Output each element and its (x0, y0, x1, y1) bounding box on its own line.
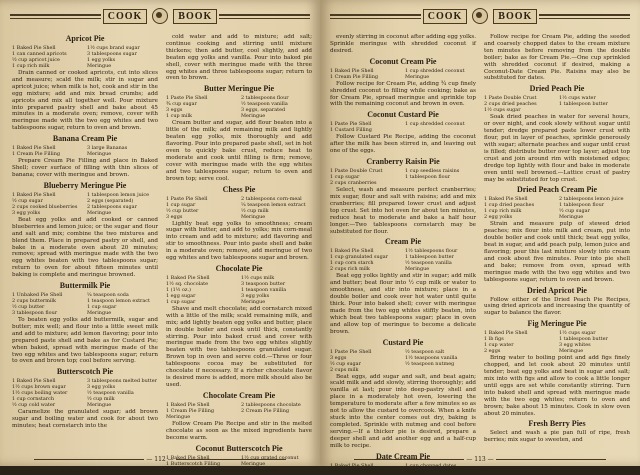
ingredient: 1 Paste Pie Shell (166, 195, 208, 202)
recipe-title: Coconut Butterscotch Pie (195, 443, 283, 453)
ingredient: ½ cup butter (166, 207, 199, 214)
ingredient: 1 egg yolks (87, 57, 116, 63)
ingredient: Meringue (166, 413, 191, 420)
ingredient: ½ cup sugar (559, 208, 590, 215)
ingredient: Meringue (87, 402, 112, 409)
ingredient: ½ cup milk (87, 396, 115, 403)
ingredient: 3 tablespoons sugar (87, 51, 137, 57)
recipe-instructions: Drain canned or cooked apricots, cut into slices and measure; scald the milk; stir in sugar and apricot juice; when milk is hot, cook and stir in the egg mixture; add and mix bread crumbs; add apricots and mix all together well. Pour mixture into prepared pastry shell and bake about 45 minutes in a moderate oven; remove, cover with meringue made with the two egg whites and two tablespoons sugar, return to oven and brown. (12, 70, 158, 132)
ingredient: 1½ cups brown sugar (12, 384, 66, 391)
header-ornament-icon (472, 8, 488, 24)
ingredient-list (12, 145, 158, 157)
ingredient: 1 Baked Pie Shell (330, 462, 374, 469)
recipe-title: Chocolate Pie (215, 263, 263, 273)
ingredient: 1 cup sugar (87, 304, 117, 311)
ingredient: ½ cup apricot juice (12, 57, 60, 63)
recipe-title: Dried Peach Cream Pie (516, 185, 598, 195)
ingredient: Meringue (405, 73, 430, 80)
ingredient-list (12, 378, 158, 408)
recipe-instructions: Lightly beat egg yolks to smoothness; cream sugar with butter, and add to yolks; mix corn-meal into cream and add to mixture; add flavoring and stir to smoothness. Pour into paste shell and bake in a moderate oven; remove, add meringue of two egg whites and two tablespoons sugar and brown. (166, 220, 312, 262)
recipe-instructions: Caramelize the granulated sugar; add brown sugar and boiling water and cook for about two minutes; heat cornstarch into the (12, 409, 158, 430)
recipe-title: Butter Meringue Pie (203, 84, 275, 94)
recipe-instructions: Follow recipe for Cream Pie, adding ¾ cup finely shredded coconut to filling while cooking; bake as for Cream Pie, spread meringue and sprinkle top with the remaining coconut and brown in oven. (330, 80, 476, 108)
ingredient: 1 Baked Pie Shell (484, 330, 528, 337)
ingredient: ½ cup cold water (12, 402, 56, 409)
ingredient: Meringue (87, 310, 112, 317)
ingredient: 2 eggs (separated) (87, 197, 134, 204)
ingredient: ½ teaspoon nutmeg (405, 360, 455, 367)
recipe-instructions: cold water and add to mixture; add salt; continue cooking and stirring until mixture thickens; then add butter, cool slightly, and add beaten egg yolks and vanilla. Pour into baked pie shell, cover with meringue made with the three egg whites and three tablespoons sugar; return to oven to brown. (166, 34, 312, 82)
ingredient: Meringue (241, 298, 266, 305)
right-column-2 (484, 34, 630, 448)
ingredient: 2 cups rich milk (330, 266, 370, 273)
ingredient: 3 tablespoon flour (12, 310, 58, 317)
ingredient: 1 (1½ oz.) (166, 286, 191, 293)
ingredient: 1 cup chopped dates (405, 462, 457, 469)
ingredient: 1 tablespoon lemon juice (87, 191, 149, 198)
ingredient: 1 cup shredded coconut (405, 121, 465, 128)
ingredient: 1 cup seedless raisins (405, 168, 460, 175)
ingredient: 1 tablespoon flour (559, 202, 605, 209)
ingredient (405, 127, 476, 133)
left-page-number: — 112 — (0, 456, 320, 463)
ingredient: 2 egg yolks (484, 214, 513, 221)
ingredient-list (484, 330, 630, 354)
ingredient: 1 Baked Pie Shell (166, 274, 210, 281)
ingredient: Meringue (559, 214, 584, 221)
ingredient: 1 cup rich milk (484, 208, 522, 215)
ingredient: ¼ teaspoon lemon extract (241, 201, 306, 208)
ingredient: 3 egg whites (559, 342, 591, 349)
recipe-instructions: Follow Cream Pie Recipe and stir in the melted chocolate as soon as the mixed ingredients have become warm. (166, 420, 312, 441)
header-word-book: BOOK (493, 9, 537, 24)
ingredient-list (330, 68, 476, 80)
ingredient: Meringue (87, 209, 112, 216)
recipe-title: Blueberry Meringue Pie (43, 180, 127, 190)
ingredient: 1 can canned apricots (12, 51, 67, 57)
ingredient: 1 Cream Pie Filling (12, 151, 60, 158)
ingredient (559, 107, 630, 113)
ingredient: 2 cups milk (330, 366, 359, 373)
ingredient: 1 Paste Double Crust (484, 95, 537, 102)
ingredient: 1 Cream Pie Filling (330, 468, 378, 475)
ingredient: 1 cup rich milk (12, 63, 50, 69)
recipe-title: Chess Pie (222, 184, 256, 194)
ingredient: 1 cup corn starch (330, 260, 374, 267)
ingredient: ½ teaspoon vanilla (241, 101, 288, 108)
ingredient-list (484, 95, 630, 113)
ingredient-list (12, 45, 158, 69)
ingredient: 3 egg yolks (87, 384, 116, 391)
recipe-title: Butterscotch Pie (56, 367, 114, 377)
recipe-title: Banana Cream Pie (52, 134, 118, 144)
right-column-1 (330, 34, 476, 475)
ingredient (241, 414, 312, 420)
ingredient-list (484, 196, 630, 220)
recipe-instructions: Prepare as for Butterscotch Pie, then (172, 467, 278, 474)
ingredient: 1 cup cornstarch (12, 396, 55, 403)
ingredient: 1½ cup grated coconut (241, 454, 299, 461)
ingredient: 3 eggs, separated (241, 107, 286, 114)
ingredient: 1 Baked Pie Shell (12, 145, 56, 152)
ingredient: ½ cup sugar (12, 197, 43, 204)
recipe-title: Cream Pie (384, 237, 422, 247)
ingredient: 1 Custard Filling (330, 127, 372, 134)
ingredient: Meringue (87, 151, 112, 158)
recipe-title: Apricot Pie (65, 34, 105, 43)
ingredient (405, 180, 476, 186)
recipe-instructions: evenly stirring in coconut after adding egg yolks. Sprinkle meringue with shredded coconut if desired. (330, 34, 476, 54)
recipe-title: Fig Meringue Pie (527, 319, 587, 329)
ingredient: 1 cup sugar (166, 201, 196, 208)
right-page (320, 0, 640, 475)
right-page-header (330, 6, 630, 26)
ingredient: 1½ cups water (559, 95, 596, 102)
ingredient: 3 large Bananas (87, 145, 128, 152)
ingredient: 2 tablespoons corn-meal (241, 195, 302, 202)
recipe-instructions: Shave and melt chocolate; add cornstarch mixed with a little of the milk; scald remaining milk, and mix; add lightly beaten egg yolks and butter, place in double boiler and cook until thick, constantly stirring. Pour into baked crust and cover with meringue made from the two egg whites slightly beaten with two tablespoons granulated sugar. Brown top in oven and serve cold.—Three or four tablespoons cocoa may be substituted for chocolate if necessary. If a richer chocolate flavor is desired more is added, more milk should also be used. (166, 305, 312, 388)
recipe-title: Date Cream Pie (375, 451, 431, 461)
recipe-instructions: Prepare Cream Pie Filling and place in Baked Shell; cover surface of filling with thin slices of banana; cover with meringue and brown. (12, 158, 158, 178)
recipe-instructions: Follow either of the Dried Peach Pie Recipes, using dried apricots and increasing the quantity of sugar to balance the flavor. (484, 296, 630, 317)
recipe-title: Chocolate Cream Pie (202, 390, 276, 400)
ingredient-list (12, 292, 158, 316)
ingredient: 1 cup dried peaches (484, 202, 535, 209)
recipe-instructions: Soak dried peaches in water for several hours, or over night, and cook slowly without sugar until tender; dredge prepared paste lower crust with flour, put in layer of peaches, sprinkle generously with sugar; alternate peaches and sugar until crust is filled; distribute butter over top layer; adjust top crust and join around rim with moistened edges; dredge top lightly with flour and bake in moderate oven until well browned.—Lattice crust of pastry may be substituted for top crust. (484, 114, 630, 183)
ingredient: 2 cups buttermilk (12, 298, 56, 305)
recipe-instructions: Beat egg yolks and add cooked or canned blueberries and lemon juice; or the sugar and flour and salt and mix; combine the two mixtures and blend them. Place in prepared pastry or shell, and bake in a moderate oven about 20 minutes; remove; spread with meringue made with the two egg whites beaten with two tablespoons sugar; return to oven for about fifteen minutes until baking is complete and meringue browned. (12, 216, 158, 279)
ingredient-list (330, 463, 476, 475)
ingredient: ½ cup sugar (330, 360, 361, 367)
ingredient: 1 tablespoon butter (559, 336, 608, 343)
ingredient: 1 tablespoon butter (559, 101, 608, 108)
ingredient: 1 Baked Pie Shell (12, 378, 56, 385)
ingredient-list (166, 95, 312, 119)
ingredient: 3 teaspoon butter (241, 280, 286, 287)
ingredient (405, 367, 476, 373)
ingredient: 1 Butterscotch Filling (166, 460, 221, 467)
ingredient: 1 Paste Pie Shell (330, 121, 372, 128)
ingredient: 1 Baked Pie Shell (12, 191, 56, 198)
ingredient: 1 cup sugar (330, 174, 360, 181)
ingredient: ½ cup butter (12, 304, 45, 311)
ingredient: 2 tablespoons lemon juice (559, 196, 624, 203)
ingredient: 1 tablespoon flour (405, 174, 451, 181)
recipe-instructions: Bring water to boiling point and add figs finely chopped, and let cook about 20 minutes until tender; beat egg yolks and beat in sugar and salt; mix into with figs and allow to cook a little longer until eggs are set while constantly stirring. Turn into baked shell and spread with meringue made with the two egg whites; return to oven and brown; bake about 15 minutes. Cook in slow oven about 20 minutes. (484, 355, 630, 417)
ingredient: 1 Paste Double Crust (330, 168, 383, 175)
ingredient: 1½ cups milk (241, 274, 275, 281)
ingredient: ½ teaspoon vanilla (87, 390, 134, 397)
ingredient-list (166, 402, 312, 420)
ingredient: 3 tablespoons melted butter (87, 378, 157, 385)
ingredient: 1 cup shredded coconut (405, 67, 465, 74)
ingredient: 1½ cups boiling water (12, 390, 68, 397)
ingredient: 3 egg yolks (241, 292, 270, 299)
ingredient: 3 egg yolks (12, 209, 41, 216)
recipe-instructions: Select and wash a pie pan full of ripe, fresh berries; mix sugar to sweeten, and (484, 430, 630, 444)
recipe-instructions: Beat eggs, add sugar and salt, and beat again; scald milk and add slowly, stirring thoroughly; add vanilla at last; pour into deep-pastry shell and place in a moderately hot oven, lowering the temperature to moderate after a few minutes so as not to allow the custard to overcook. When a knife stuck into the center comes out dry, baking is completed. Sprinkle with nutmeg and cool before serving.—If a thicker pie is desired, prepare a deeper shell and add another egg and a half-cup milk to recipe. (330, 373, 476, 449)
ingredient: 1 Baked Pie Shell (484, 196, 528, 203)
ingredient: 1 Baked Pie Shell (330, 248, 374, 255)
recipe-instructions: Follow Custard Pie Recipe, adding the coconut after the milk has been stirred in, and leaving out one of the eggs. (330, 134, 476, 155)
ingredient: 3 eggs (330, 354, 347, 361)
recipe-instructions: Follow recipe for Cream Pie, adding the seeded and coarsely chopped dates to the cream mixture ten minutes before removing from the double boiler; bake as for Cream Pie.—One cup sprinkled with shredded coconut if desired, making a Coconut-Date Cream Pie. Raisins may also be substituted for dates. (484, 34, 630, 82)
header-ornament-icon (152, 8, 168, 24)
ingredient: 1 teaspoon lemon extract (87, 298, 150, 305)
recipe-title: Coconut Custard Pie (367, 110, 439, 120)
ingredient: 1 lb figs (484, 336, 504, 343)
recipe-title: Dried Peach Pie (529, 84, 585, 94)
left-page (0, 0, 320, 474)
ingredient: Meringue (87, 63, 112, 69)
recipe-instructions: Select, wash and measure perfect cranberries; mix sugar, flour and salt with raisins; add and mix cranberries; fill prepared lower crust and adjust top crust. Set into hot oven for about ten minutes, reduce heat to moderate and bake a half hour longer.—Two tablespoons cornstarch may be substituted for flour. (330, 187, 476, 235)
ingredient: 1 tablespoon butter (405, 254, 454, 261)
ingredient: 1½ cups sugar (559, 330, 596, 337)
ingredient: 1 cup granulated sugar (330, 254, 388, 261)
ingredient: 1 cup sugar (166, 298, 196, 305)
ingredient: ¾ cup sugar (166, 101, 197, 108)
header-word-cook: COOK (103, 9, 148, 24)
recipe-title: Buttermilk Pie (59, 281, 111, 291)
ingredient: ½ cup milk (241, 207, 269, 214)
ingredient: Meringue (559, 348, 584, 355)
ingredient: 1 egg sugar (166, 292, 196, 299)
ingredient-list (166, 196, 312, 220)
ingredient: Meringue (241, 460, 266, 467)
ingredient: 1 Paste Pie Shell (330, 348, 372, 355)
ingredient: 2 cups cranberries (330, 180, 377, 187)
ingredient: 2 tablespoons chocolate (241, 401, 301, 408)
ingredient: Meringue (405, 468, 430, 475)
recipe-title: Cranberry Raisin Pie (366, 157, 440, 167)
ingredient: 1½ cups sugar (484, 107, 521, 114)
ingredient-list (330, 248, 476, 272)
ingredient: 1 teaspoon vanilla (241, 286, 287, 293)
recipe-title: Dried Apricot Pie (527, 285, 587, 295)
ingredient: 1 Baked Pie Shell (166, 454, 210, 461)
ingredient: 1 Paste Pie Shell (166, 95, 208, 102)
ingredient: Meringue (241, 113, 266, 120)
recipe-title: Coconut Cream Pie (369, 56, 437, 66)
ingredient: 1 Unbaked Pie Shell (12, 292, 63, 299)
ingredient: 1½ teaspoons vanilla (405, 354, 458, 361)
ingredient: Meringue (405, 266, 430, 273)
ingredient: ¼ teaspoon soda (87, 292, 129, 299)
ingredient-list (330, 168, 476, 186)
ingredient: 1 Cream Pie Filling (166, 407, 214, 414)
recipe-instructions: Cream butter and sugar, add flour beaten into a little of the milk; add remaining milk and lightly beaten egg yolks, mix thoroughly and add flavoring. Pour into prepared paste shell, set in hot oven to quickly bake crust, reduce heat to moderate and cook until filling is firm; remove, cover with meringue made with the egg whites and two tablespoons sugar; return to oven and brown top; serve cool. (166, 120, 312, 182)
ingredient: 1 Baked Pie Shell (330, 67, 374, 74)
left-column-2 (166, 34, 312, 474)
ingredient: 1 Cream Pie Filling (330, 73, 378, 80)
header-word-book: BOOK (173, 9, 217, 24)
ingredient: 2 Cream Pie Filling (241, 407, 289, 414)
ingredient: 1 cup water (484, 342, 514, 349)
ingredient: 1 Baked Pie Shell (166, 401, 210, 408)
ingredient: Meringue (241, 213, 266, 220)
right-page-number: — 113 — (320, 456, 640, 463)
left-page-header (10, 6, 310, 26)
recipe-title: Fresh Berry Pies (528, 419, 586, 429)
ingredient: 2 tablespoons sugar (87, 203, 137, 210)
ingredient: 3 eggs (166, 107, 183, 114)
header-word-cook: COOK (423, 9, 468, 24)
ingredient: 2 cups dried peaches (484, 101, 537, 108)
recipe-instructions: Beat egg yolks lightly and stir in sugar; add milk and butter; beat flour into ½ cup milk or water to smoothness, and stir into mixture; place in a double boiler and cook over hot water until quite thick. Pour into baked shell; cover with meringue made from the two egg whites stiffly beaten, into which beat two tablespoons sugar; place in oven and allow top of meringue to become a delicate brown. (330, 273, 476, 335)
ingredient: 2 cups cooked blueberries (12, 203, 78, 210)
ingredient: ½ teaspoon salt (405, 348, 445, 355)
ingredient-list (12, 192, 158, 216)
ingredient-list (330, 121, 476, 133)
ingredient: 2 eggs (484, 348, 501, 355)
ingredient: 1½ cups brand sugar (87, 45, 140, 51)
recipe-instructions: To beaten egg yolks add buttermilk, sugar and butter; mix well; and flour into a little sweet milk and add to mixture; add lemon flavoring; pour into prepared paste shell and bake as for Custard Pie; when baked, spread with meringue made of the two egg whites and two tablespoons sugar; return to oven and brown top; cool before serving. (12, 317, 158, 365)
ingredient: 1 Baked Pie Shell (12, 45, 56, 51)
ingredient: 1½ tablespoons flour (405, 248, 458, 255)
ingredient: 2 tablespoons flour (241, 95, 289, 102)
ingredient: 3 eggs (166, 213, 183, 220)
recipe-title: Custard Pie (382, 337, 424, 347)
ingredient: ½ teaspoon vanilla (405, 260, 452, 267)
ingredient-list (166, 275, 312, 305)
left-column-1 (12, 34, 158, 448)
ingredient-list (330, 349, 476, 373)
ingredient: 1 cup milk (166, 113, 192, 120)
ingredient: 1½ sq. chocolate (166, 280, 209, 287)
recipe-instructions: Strain and measure pulp of stewed dried peaches; mix flour into milk and cream, put into double boiler and cook until thick; beat egg yolks, beat in sugar, and add peach pulp, lemon juice and flavoring; pour this last mixture slowly into cream and cook about five minutes. Pour into pie shell and bake; remove from oven, spread with meringue made with the two egg whites and two tablespoons sugar; return to oven and brown. (484, 221, 630, 283)
